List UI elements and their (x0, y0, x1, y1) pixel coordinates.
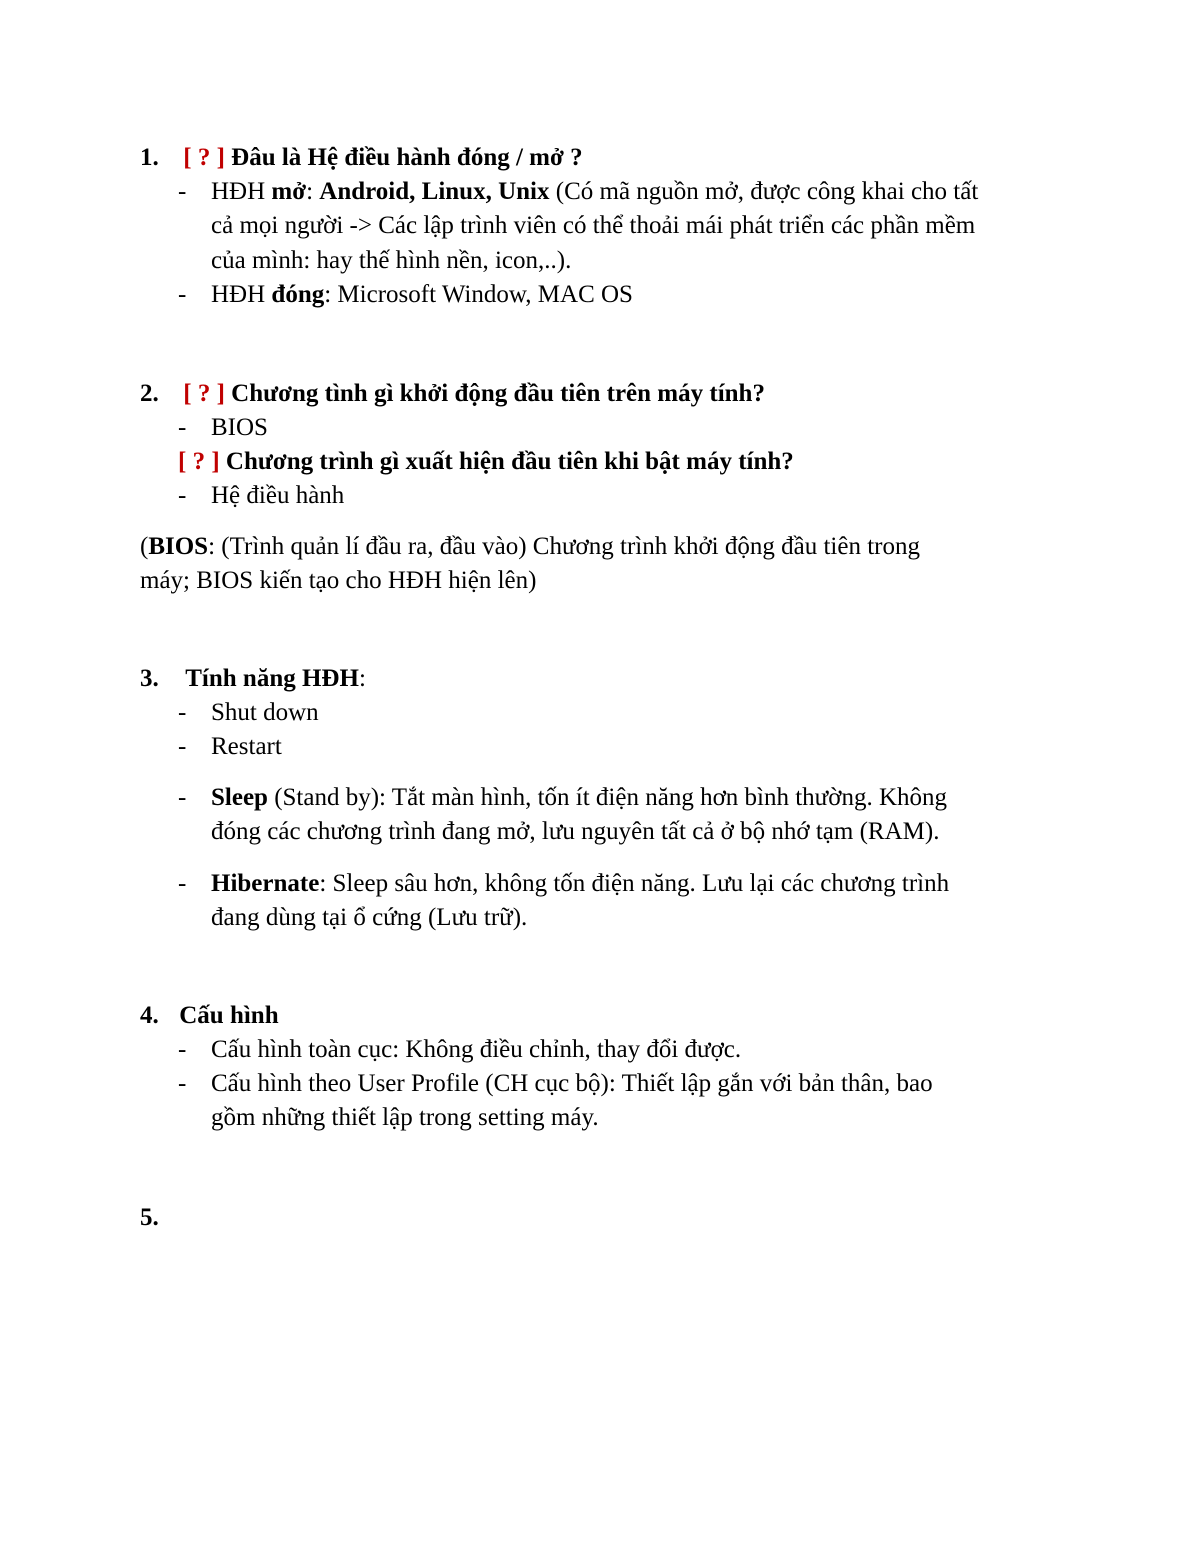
section-2-heading (140, 377, 765, 411)
feature-shutdown: Shut down (211, 699, 319, 726)
feature-sleep-text-2: đóng các chương trình đang mở, lưu nguyên tất cả ở bộ nhớ tạm (RAM). (211, 818, 940, 845)
list-item (0, 1067, 1200, 1101)
open-os-desc-3: của mình: hay thế hình nền, icon,..). (211, 247, 572, 274)
question-tag: [ ? ] (183, 380, 225, 407)
bullet-dash: - (178, 1036, 187, 1063)
bullet-dash: - (178, 414, 187, 441)
list-item (0, 1033, 1200, 1067)
section-4-number: 4. (140, 1002, 159, 1029)
section-3-heading (140, 662, 366, 696)
section-2-title: Chương tình gì khởi động đầu tiên trên máy tính? (231, 380, 765, 407)
section-2-subheading (178, 445, 794, 479)
section-4-heading (140, 999, 279, 1033)
config-user-profile-2: gồm những thiết lập trong setting máy. (211, 1104, 599, 1131)
feature-hibernate-bold: Hibernate (211, 870, 320, 897)
note-text-1: : (Trình quản lí đầu ra, đầu vào) Chương trình khởi động đầu tiên trong (208, 533, 920, 560)
config-global: Cấu hình toàn cục: Không điều chỉnh, thay đổi được. (211, 1036, 742, 1063)
list-item (0, 781, 1200, 815)
section-1-title: Đâu là Hệ điều hành đóng / mở ? (231, 144, 583, 171)
bullet-dash: - (178, 733, 187, 760)
section-3-number: 3. (140, 665, 159, 692)
open-os-label-bold: mở (271, 178, 307, 205)
open-os-label: HĐH (211, 178, 272, 205)
list-item (0, 696, 1200, 730)
section-2-number: 2. (140, 380, 159, 407)
list-item (0, 730, 1200, 764)
feature-hibernate-text-1: : Sleep sâu hơn, không tốn điện năng. Lưu lại các chương trình (319, 870, 950, 897)
closed-os-desc: : Microsoft Window, MAC OS (324, 281, 633, 308)
section-3-title: Tính năng HĐH (185, 665, 359, 692)
note-open-paren: ( (140, 533, 149, 560)
closed-os-label-bold: đóng (271, 281, 325, 308)
bullet-dash: - (178, 482, 187, 509)
bullet-dash: - (178, 281, 187, 308)
list-item (0, 867, 1200, 901)
open-os-desc-1: (Có mã nguồn mở, được công khai cho tất (549, 178, 979, 205)
closed-os-label: HĐH (211, 281, 272, 308)
section-1-number: 1. (140, 144, 159, 171)
section-5-number: 5. (140, 1204, 159, 1231)
bullet-dash: - (178, 784, 187, 811)
question-tag: [ ? ] (178, 448, 220, 475)
bios-note-line-1 (140, 530, 920, 564)
bullet-dash: - (178, 870, 187, 897)
section-1-heading (140, 141, 583, 175)
bullet-dash: - (178, 1070, 187, 1097)
open-os-desc-2: cả mọi người -> Các lập trình viên có thể thoải mái phát triển các phần mềm (211, 212, 976, 239)
section-5-heading (140, 1201, 159, 1235)
section-4-title: Cấu hình (179, 1002, 279, 1029)
feature-restart: Restart (211, 733, 282, 760)
open-os-separator: : (306, 178, 320, 205)
answer-bios: BIOS (211, 414, 268, 441)
open-os-examples: Android, Linux, Unix (319, 178, 550, 205)
list-item (0, 278, 1200, 312)
config-user-profile-1: Cấu hình theo User Profile (CH cục bộ): Thiết lập gắn với bản thân, bao (211, 1070, 933, 1097)
answer-os: Hệ điều hành (211, 482, 345, 509)
list-item (0, 411, 1200, 445)
feature-sleep-bold: Sleep (211, 784, 268, 811)
list-item (0, 175, 1200, 209)
bios-note-line-2: máy; BIOS kiến tạo cho HĐH hiện lên) (140, 567, 537, 594)
section-3-title-suffix: : (358, 665, 366, 692)
bullet-dash: - (178, 699, 187, 726)
section-2-subtitle: Chương trình gì xuất hiện đầu tiên khi bật máy tính? (225, 448, 794, 475)
feature-sleep-text-1: (Stand by): Tắt màn hình, tốn ít điện năng hơn bình thường. Không (267, 784, 948, 811)
note-bios-bold: BIOS (148, 533, 209, 560)
list-item (0, 479, 1200, 513)
bullet-dash: - (178, 178, 187, 205)
question-tag: [ ? ] (183, 144, 225, 171)
feature-hibernate-text-2: đang dùng tại ổ cứng (Lưu trữ). (211, 904, 528, 931)
